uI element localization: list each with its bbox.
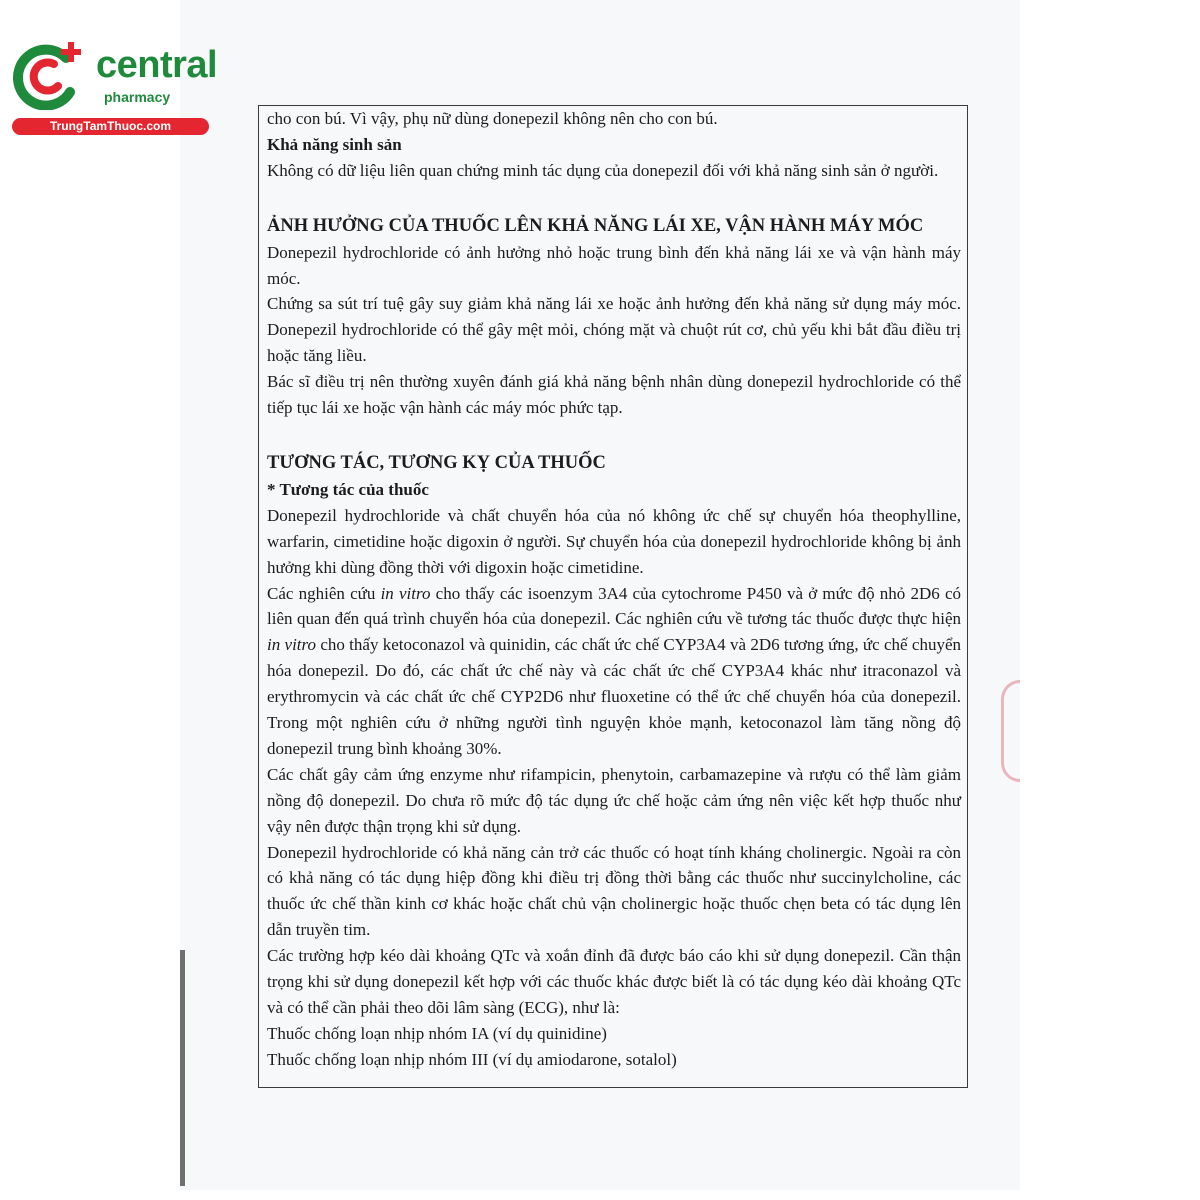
heading-interactions: TƯƠNG TÁC, TƯƠNG KỴ CỦA THUỐC: [267, 452, 606, 473]
paragraph-interaction-5: Các trường hợp kéo dài khoảng QTc và xoắn đỉnh đã được báo cáo khi sử dụng donepezil. Cần thận trọng khi sử dụng donepezil kết hợp với các thuốc khác được biết là có tác dụng kéo dài khoảng QTc và có thể cần phải theo dõi lâm sàng (ECG), như là:: [267, 946, 961, 1017]
paragraph-breastfeeding: cho con bú. Vì vậy, phụ nữ dùng donepezil không nên cho con bú.: [267, 109, 718, 128]
logo-brand-text: central: [96, 44, 218, 86]
logo-sub-text: pharmacy: [104, 89, 171, 105]
red-stamp-fragment: [1001, 680, 1020, 782]
paragraph-driving-3: Bác sĩ điều trị nên thường xuyên đánh giá khả năng bệnh nhân dùng donepezil hydrochloride có thể tiếp tục lái xe hoặc vận hành các máy móc phức tạp.: [267, 372, 961, 418]
text-span: cho thấy các isoenzym 3A4 của cytochrome P450 và ở mức độ nhỏ 2D6 có liên quan đến quá trình chuyển hóa của donepezil. Các nghiên cứu về tương tác thuốc được thực hiện: [267, 583, 961, 629]
scan-edge-shadow: [180, 950, 185, 1186]
paragraph-interaction-1: Donepezil hydrochloride và chất chuyển hóa của nó không ức chế sự chuyển hóa theophylline, warfarin, cimetidine hoặc digoxin ở người. Sự chuyển hóa của donepezil hydrochloride không bị ảnh hưởng khi dùng đồng thời với digoxin hoặc cimetidine.: [267, 505, 961, 577]
document-content-box: [258, 105, 968, 1088]
paragraph-driving-1: Donepezil hydrochloride có ảnh hưởng nhỏ hoặc trung bình đến khả năng lái xe và vận hành máy móc.: [267, 242, 961, 288]
paragraph-driving-2: Chứng sa sút trí tuệ gây suy giảm khả năng lái xe hoặc ảnh hưởng đến khả năng sử dụng máy móc. Donepezil hydrochloride có thể gây mệt mỏi, chóng mặt và chuột rút cơ, chủ yếu khi bắt đầu điều trị hoặc tăng liều.: [267, 294, 961, 366]
central-pharmacy-logo[interactable]: [10, 36, 218, 136]
section-gap: [267, 421, 961, 451]
text-span: Các nghiên cứu: [267, 583, 381, 603]
heading-driving: ẢNH HƯỞNG CỦA THUỐC LÊN KHẢ NĂNG LÁI XE, VẬN HÀNH MÁY MÓC: [267, 215, 924, 236]
subheading-drug-interactions: * Tương tác của thuốc: [267, 479, 429, 499]
paragraph-interaction-2: [267, 581, 961, 762]
logo-site-bar: TrungTamThuoc.com: [12, 118, 209, 135]
list-item-class-iii: Thuốc chống loạn nhịp nhóm III (ví dụ amiodarone, sotalol): [267, 1049, 677, 1069]
paragraph-fertility: Không có dữ liệu liên quan chứng minh tác dụng của donepezil đối với khả năng sinh sản ở người.: [267, 160, 939, 180]
heading-fertility: Khả năng sinh sản: [267, 134, 402, 154]
paragraph-interaction-3: Các chất gây cảm ứng enzyme như rifampicin, phenytoin, carbamazepine và rượu có thể làm giảm nồng độ donepezil. Do chưa rõ mức độ tác dụng ức chế hoặc cảm ứng nên việc kết hợp thuốc như vậy nên được thận trọng khi sử dụng.: [267, 764, 961, 836]
paragraph-interaction-4: Donepezil hydrochloride có khả năng cản trở các thuốc có hoạt tính kháng cholinergic. Ngoài ra còn có khả năng có tác dụng hiệp đồng khi điều trị đồng thời bằng các thuốc như succinylcholine, các thuốc ức chế thần kinh cơ khác hoặc chất chủ vận cholinergic hoặc thuốc chẹn beta có tác dụng lên dẫn truyền tim.: [267, 842, 961, 940]
italic-in-vitro: in vitro: [267, 635, 317, 655]
list-item-class-ia: Thuốc chống loạn nhịp nhóm IA (ví dụ quinidine): [267, 1023, 607, 1043]
central-pharmacy-logo-icon: [10, 38, 90, 110]
section-gap: [267, 184, 961, 214]
italic-in-vitro: in vitro: [380, 583, 431, 603]
text-span: cho thấy ketoconazol và quinidin, các chất ức chế CYP3A4 và 2D6 tương ứng, ức chế chuyển hóa donepezil. Do đó, các chất ức chế này và các chất ức chế CYP3A4 khác như itraconazol và erythromycin và các chất ức chế CYP2D6 như fluoxetine có thể ức chế chuyển hóa của donepezil. Trong một nghiên cứu ở những người tình nguyện khỏe mạnh, ketoconazol làm tăng nồng độ donepezil trung bình khoảng 30%.: [267, 635, 961, 758]
